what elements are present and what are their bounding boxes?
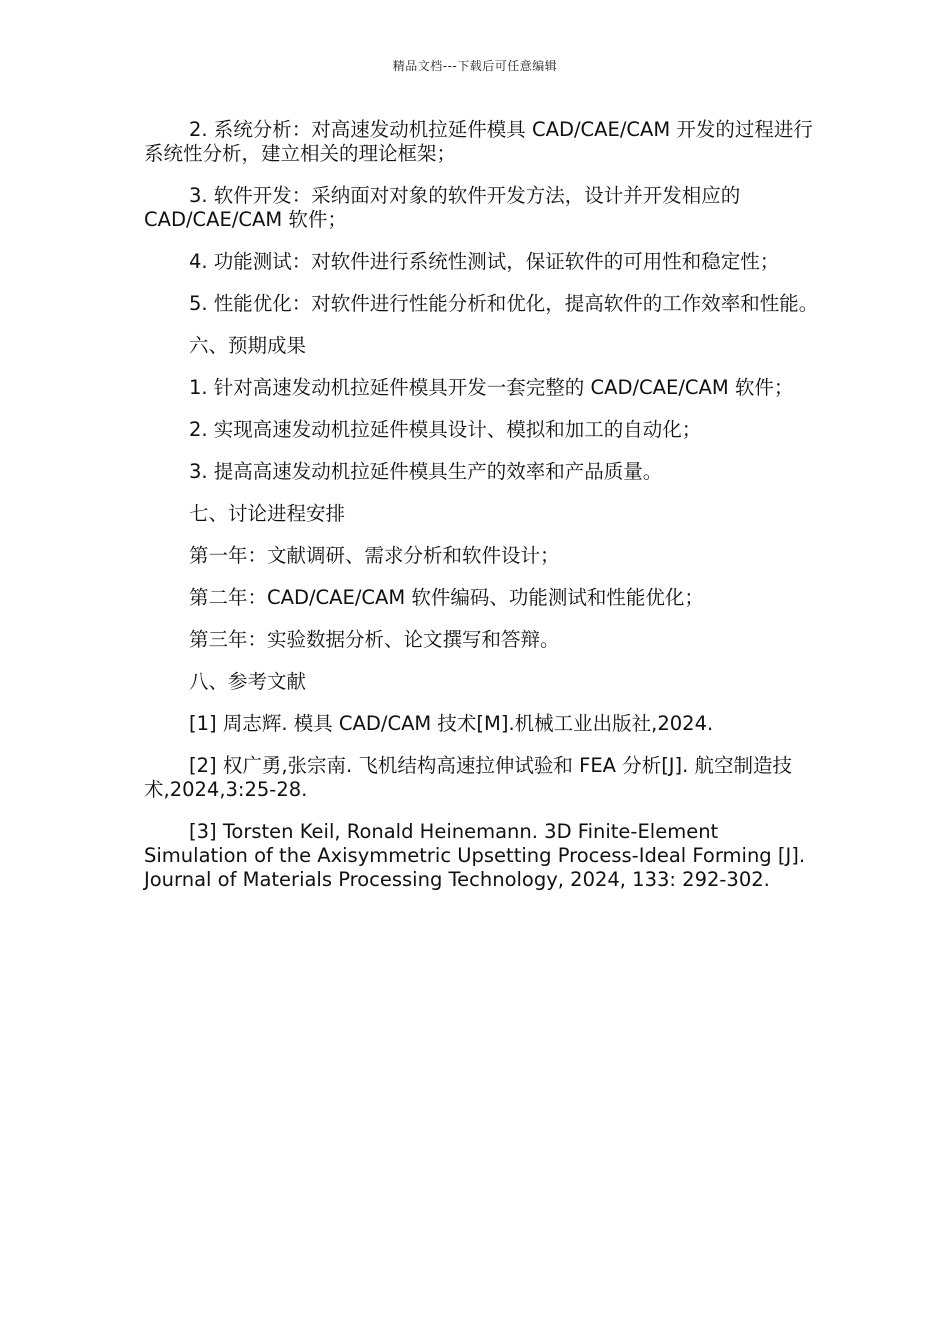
section-heading-schedule: 七、讨论进程安排 [189, 502, 346, 525]
paragraph-result-1: 1. 针对高速发动机拉延件模具开发一套完整的 CAD/CAE/CAM 软件； [189, 376, 794, 399]
paragraph-year-2: 第二年：CAD/CAE/CAM 软件编码、功能测试和性能优化； [189, 586, 704, 609]
section-heading-references: 八、参考文献 [189, 670, 307, 693]
paragraph-system-analysis: 2. 系统分析：对高速发动机拉延件模具 CAD/CAE/CAM 开发的过程进行系统性分析，建立相关的理论框架； [144, 118, 813, 165]
reference-1: [1] 周志辉. 模具 CAD/CAM 技术[M].机械工业出版社,2024. [189, 712, 714, 735]
paragraph-year-1: 第一年：文献调研、需求分析和软件设计； [189, 544, 560, 567]
paragraph-function-test: 4. 功能测试：对软件进行系统性测试，保证软件的可用性和稳定性； [189, 250, 780, 273]
paragraph-year-3: 第三年：实验数据分析、论文撰写和答辩。 [189, 628, 560, 651]
paragraph-result-3: 3. 提高高速发动机拉延件模具生产的效率和产品质量。 [189, 460, 663, 483]
page-header: 精品文档---下载后可任意编辑 [392, 59, 558, 73]
reference-3: [3] Torsten Keil, Ronald Heinemann. 3D Finite-Element Simulation of the Axisymmetric Upsetting Process-Ideal Forming [J]. Journal of Materials Processing Technology, 2024, 133: 292-302. [144, 820, 806, 891]
section-heading-expected-results: 六、预期成果 [189, 334, 307, 357]
document-body [144, 118, 824, 910]
paragraph-software-development: 3. 软件开发：采纳面对对象的软件开发方法，设计并开发相应的 CAD/CAE/CAM 软件； [144, 184, 741, 231]
reference-2: [2] 权广勇,张宗南. 飞机结构高速拉伸试验和 FEA 分析[J]. 航空制造技术,2024,3:25-28. [144, 754, 793, 801]
paragraph-result-2: 2. 实现高速发动机拉延件模具设计、模拟和加工的自动化； [189, 418, 702, 441]
paragraph-performance-optimization: 5. 性能优化：对软件进行性能分析和优化，提高软件的工作效率和性能。 [189, 292, 819, 315]
